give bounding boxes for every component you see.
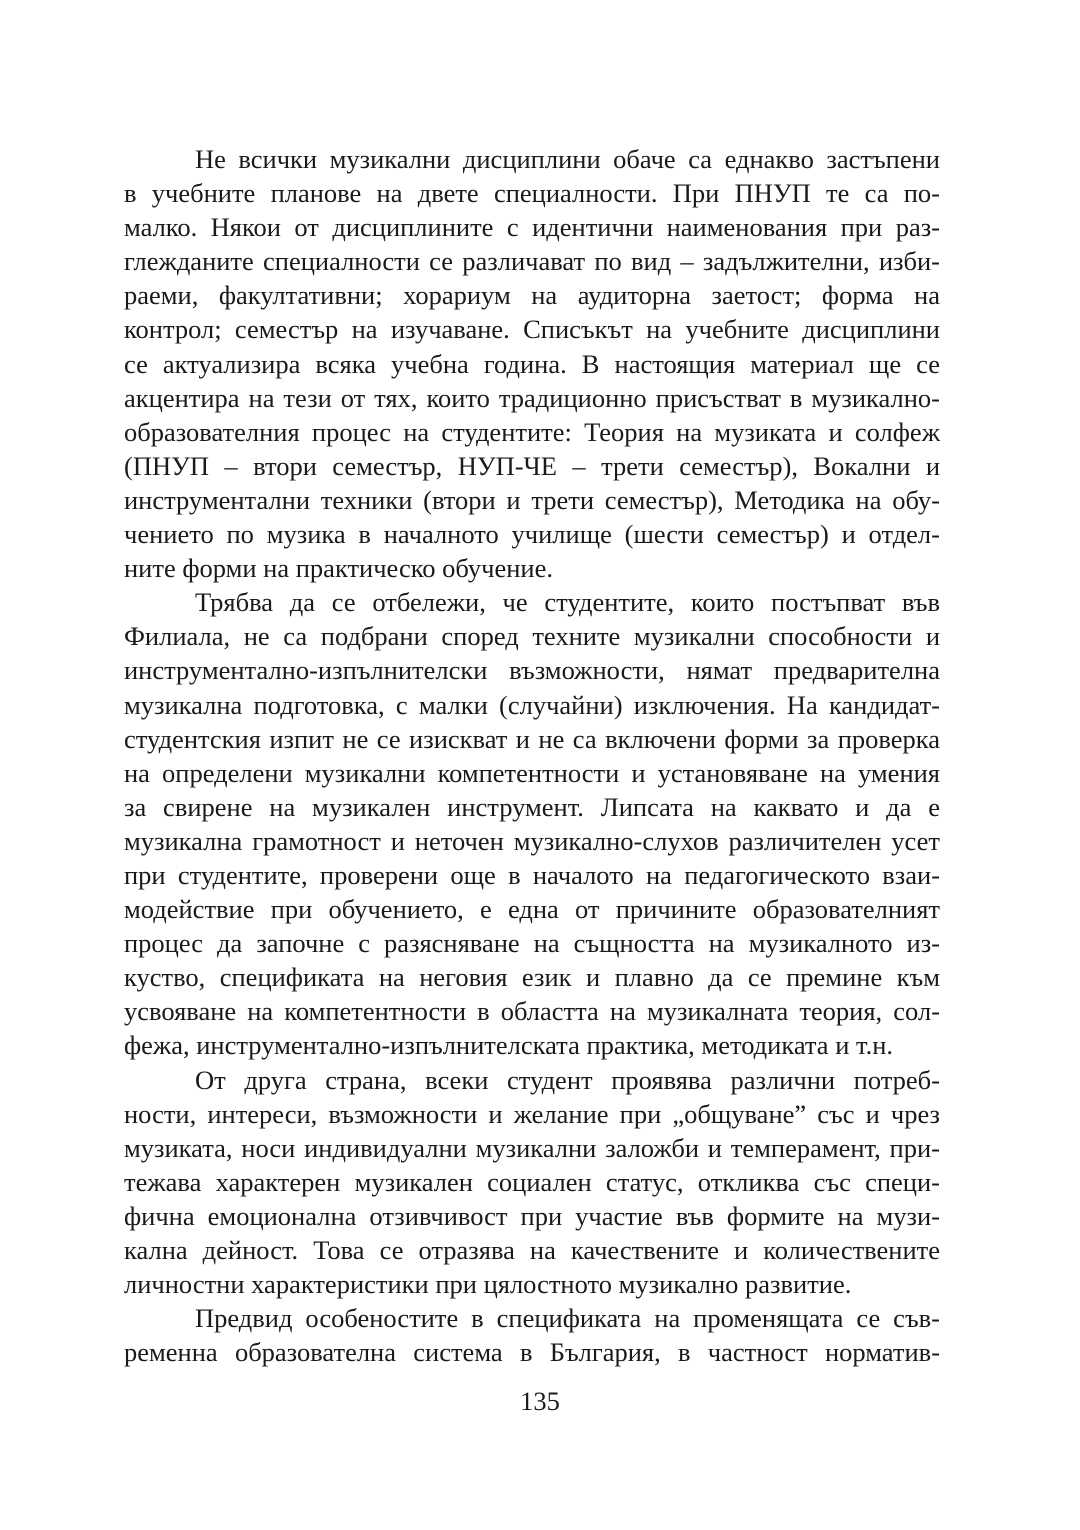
text-line: музикална грамотност и неточен музикално-слухов различителен усет xyxy=(124,825,940,856)
text-line: куство, спецификата на неговия език и плавно да се премине към xyxy=(124,962,940,993)
text-line: Трябва да се отбележи, че студентите, които постъпват във xyxy=(195,587,940,618)
text-line: модействие при обучението, е една от причините образователният xyxy=(124,894,940,925)
text-line: ните форми на практическо обучение. xyxy=(124,553,553,584)
paragraph xyxy=(124,585,940,1062)
paragraph xyxy=(124,142,940,585)
text-line: на определени музикални компетентности и установяване на умения xyxy=(124,757,940,788)
text-line: Предвид особеностите в спецификата на променящата се съв- xyxy=(195,1303,940,1334)
text-line: усвояване на компетентности в областта на музикалната теория, сол- xyxy=(124,996,940,1027)
text-line: (ПНУП – втори семестър, НУП-ЧЕ – трети семестър), Вокални и xyxy=(124,450,940,481)
text-line: процес да започне с разясняване на същността на музикалното из- xyxy=(124,928,940,959)
text-line: за свирене на музикален инструмент. Липсата на каквато и да е xyxy=(124,791,940,822)
text-line: фежа, инструментално-изпълнителската практика, методиката и т.н. xyxy=(124,1030,894,1061)
text-line: контрол; семестър на изучаване. Списъкът на учебните дисциплини xyxy=(124,314,940,345)
text-line: акцентира на тези от тях, които традиционно присъстват в музикално- xyxy=(124,382,940,413)
text-line: глежданите специалности се различават по вид – задължителни, изби- xyxy=(124,246,940,277)
text-line: ности, интереси, възможности и желание при „общуване” със и чрез xyxy=(124,1098,940,1129)
body-text xyxy=(124,142,940,1369)
text-line: инструментални техники (втори и трети семестър), Методика на обу- xyxy=(124,484,940,515)
text-line: се актуализира всяка учебна година. В настоящия материал ще се xyxy=(124,348,940,379)
text-line: фична емоционална отзивчивост при участие във формите на музи- xyxy=(124,1200,940,1231)
text-line: От друга страна, всеки студент проявява различни потреб- xyxy=(195,1064,940,1095)
text-line: при студентите, проверени още в началото на педагогическото взаи- xyxy=(124,859,940,890)
text-line: кална дейност. Това се отразява на качествените и количествените xyxy=(124,1235,940,1265)
paragraph xyxy=(124,1063,940,1302)
text-line: инструментално-изпълнителски възможности, нямат предварителна xyxy=(124,655,940,686)
text-line: личностни характеристики при цялостното музикално развитие. xyxy=(124,1269,852,1300)
text-line: в учебните планове на двете специалности. При ПНУП те са по- xyxy=(124,178,940,209)
text-line: студентския изпит не се изискват и не са включени форми за проверка xyxy=(124,723,940,754)
text-line: музикална подготовка, с малки (случайни) изключения. На кандидат- xyxy=(124,689,940,720)
text-line: тежава характерен музикален социален статус, откликва със специ- xyxy=(124,1166,940,1197)
text-line: чението по музика в началното училище (шести семестър) и отдел- xyxy=(124,519,940,550)
text-line: Не всички музикални дисциплини обаче са еднакво застъпени xyxy=(195,144,940,174)
text-line: музиката, носи индивидуални музикални заложби и темперамент, при- xyxy=(124,1132,940,1163)
text-line: Филиала, не са подбрани според техните музикални способности и xyxy=(124,621,940,652)
text-line: образователния процес на студентите: Теория на музиката и солфеж xyxy=(124,416,940,447)
page-number: 135 xyxy=(520,1386,560,1416)
text-line: малко. Някои от дисциплините с идентични наименования при раз- xyxy=(124,212,940,243)
paragraph xyxy=(124,1301,940,1369)
text-line: ременна образователна система в България, в частност норматив- xyxy=(124,1337,940,1368)
text-line: раеми, факултативни; хорариум на аудиторна заетост; форма на xyxy=(124,280,940,311)
